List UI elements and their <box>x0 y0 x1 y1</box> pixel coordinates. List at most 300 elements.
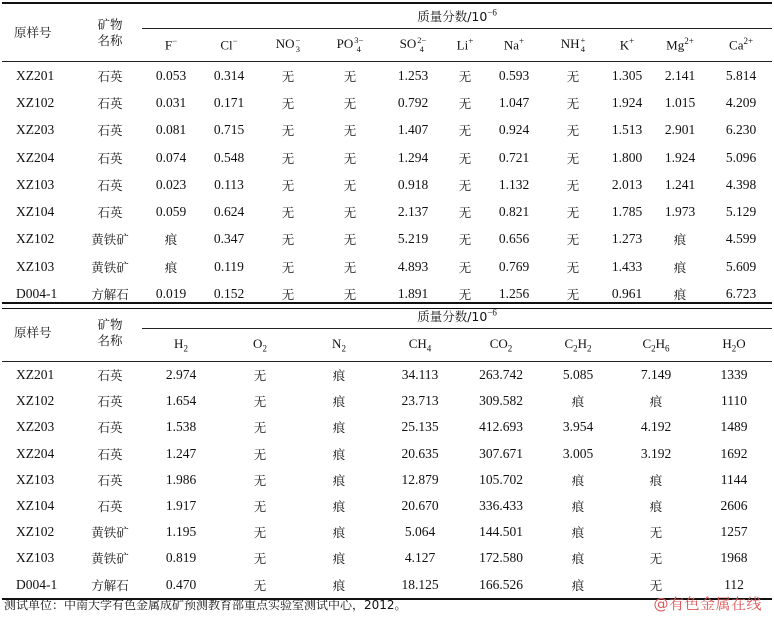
value-cell: 2.901 <box>664 122 696 138</box>
value-cell: 1.513 <box>611 122 643 138</box>
species-base: F <box>164 37 173 53</box>
value-cell: 5.609 <box>725 258 757 274</box>
value-cell: 3.005 <box>562 445 594 461</box>
value-cell: 痕 <box>571 394 585 410</box>
value-cell: 无 <box>253 394 267 410</box>
mineral-name: 石英 <box>97 368 123 384</box>
sample-id: XZ201 <box>16 367 55 383</box>
value-cell: 痕 <box>571 525 585 541</box>
species-subscript: 3 <box>295 44 300 54</box>
sample-id: XZ102 <box>16 524 55 540</box>
table-row <box>2 62 772 90</box>
value-cell: 1.538 <box>165 419 197 435</box>
value-cell: 无 <box>343 123 357 139</box>
value-cell: 无 <box>281 205 295 221</box>
value-cell: 5.096 <box>725 149 757 165</box>
value-cell: 痕 <box>164 259 178 275</box>
value-cell: 4.192 <box>640 419 672 435</box>
value-cell: 无 <box>458 205 472 221</box>
species-subscript: 4 <box>356 44 361 54</box>
value-cell: 0.721 <box>498 149 530 165</box>
species-base: K <box>619 37 630 53</box>
species-charge: + <box>519 36 525 47</box>
species-base: O <box>253 336 263 352</box>
value-cell: 1.253 <box>397 67 429 83</box>
value-cell: 412.693 <box>479 419 523 435</box>
value-cell: 无 <box>253 420 267 436</box>
value-cell: 无 <box>566 232 580 248</box>
species-header <box>462 329 540 362</box>
header-row-top <box>2 303 772 329</box>
value-cell: 痕 <box>332 368 346 384</box>
value-cell: 1.891 <box>382 280 444 308</box>
species-formula <box>457 36 474 53</box>
species-base-2: O <box>736 336 746 352</box>
value-cell: 痕 <box>332 446 346 462</box>
value-cell: 无 <box>458 95 472 111</box>
value-cell: 1.256 <box>486 280 542 308</box>
mineral-name: 石英 <box>97 177 123 193</box>
species-header <box>142 29 200 62</box>
species-base: Mg <box>666 37 685 53</box>
value-cell: 0.918 <box>397 176 429 192</box>
value-cell: 336.433 <box>479 498 523 514</box>
value-cell: 0.769 <box>498 258 530 274</box>
value-cell: 无 <box>343 232 357 248</box>
mineral-name: 黄铁矿 <box>91 232 129 248</box>
value-cell: 无 <box>253 551 267 567</box>
value-cell: 无 <box>458 123 472 139</box>
site-watermark: @有色金属在线 <box>653 595 762 613</box>
species-subscript-2: 6 <box>665 343 670 354</box>
species-subscript: 4 <box>426 343 432 354</box>
mineral-name: 石英 <box>97 472 123 488</box>
value-cell: 无 <box>343 177 357 193</box>
value-cell: 0.593 <box>498 67 530 83</box>
sample-header: 原样号 <box>2 303 78 362</box>
species-header <box>650 29 710 62</box>
value-cell: 1.785 <box>611 204 643 220</box>
value-cell: 无 <box>444 280 486 308</box>
species-base: SO <box>399 35 417 51</box>
value-cell: 无 <box>458 150 472 166</box>
value-cell: 1.047 <box>498 94 530 110</box>
species-subscript: 4 <box>580 44 585 54</box>
species-header <box>258 29 318 62</box>
mineral-name: 石英 <box>97 150 123 166</box>
value-cell: 无 <box>281 150 295 166</box>
value-cell: 无 <box>566 177 580 193</box>
species-base: Li <box>456 37 469 53</box>
value-cell: 1.924 <box>664 149 696 165</box>
species-formula <box>504 36 524 53</box>
value-cell: 263.742 <box>479 367 523 383</box>
sample-id: XZ201 <box>16 67 55 83</box>
value-cell: 痕 <box>649 394 663 410</box>
value-cell: 痕 <box>332 525 346 541</box>
value-cell: 0.961 <box>604 280 650 308</box>
sample-id: XZ103 <box>16 176 55 192</box>
species-formula <box>409 336 432 354</box>
value-cell: 无 <box>343 95 357 111</box>
value-cell: 2.137 <box>397 204 429 220</box>
species-formula <box>400 36 427 54</box>
species-charge: − <box>172 36 178 47</box>
sample-id: XZ103 <box>16 550 55 566</box>
mineral-name: 石英 <box>97 499 123 515</box>
value-cell: 痕 <box>571 472 585 488</box>
value-cell: 1.247 <box>165 445 197 461</box>
species-header <box>378 329 462 362</box>
value-cell: 0.821 <box>498 204 530 220</box>
value-cell: 0.074 <box>155 149 187 165</box>
species-base: CO <box>489 336 508 352</box>
value-cell: 无 <box>649 551 663 567</box>
species-header <box>542 29 604 62</box>
species-charge-stack <box>295 36 300 54</box>
value-cell: 0.031 <box>155 94 187 110</box>
value-cell: 0.059 <box>155 204 187 220</box>
species-formula <box>561 36 586 54</box>
value-cell: 1110 <box>721 393 748 409</box>
value-cell: 无 <box>566 68 580 84</box>
value-cell: 0.656 <box>498 231 530 247</box>
value-cell: 105.702 <box>479 471 523 487</box>
value-cell: 23.713 <box>401 393 439 409</box>
value-cell: 痕 <box>332 472 346 488</box>
species-base: Cl <box>220 37 233 53</box>
species-header <box>444 29 486 62</box>
table-row <box>2 198 772 225</box>
value-cell: 无 <box>253 368 267 384</box>
value-cell: 痕 <box>332 499 346 515</box>
value-cell: 1.195 <box>165 524 197 540</box>
table-row <box>2 414 772 440</box>
value-cell: 0.023 <box>155 176 187 192</box>
value-cell: 痕 <box>332 420 346 436</box>
value-cell: 0.792 <box>397 94 429 110</box>
value-cell: 无 <box>649 525 663 541</box>
value-cell: 2.974 <box>165 367 197 383</box>
value-cell: 5.085 <box>562 367 594 383</box>
species-charge: 2− <box>417 35 427 45</box>
value-cell: 痕 <box>649 499 663 515</box>
species-subscript: 2 <box>731 343 737 354</box>
species-header <box>200 29 258 62</box>
value-cell: 4.398 <box>725 176 757 192</box>
value-cell: 无 <box>458 232 472 248</box>
value-cell: 20.635 <box>401 445 439 461</box>
mass-fraction-exponent: −6 <box>487 7 497 18</box>
species-subscript: 4 <box>419 44 424 54</box>
value-cell: 1.917 <box>165 498 197 514</box>
value-cell: 25.135 <box>401 419 439 435</box>
species-charge-stack <box>417 36 426 54</box>
table-row <box>2 388 772 414</box>
species-base: CH <box>408 336 427 352</box>
species-formula <box>620 36 634 53</box>
sample-id: XZ203 <box>16 419 55 435</box>
species-formula <box>490 336 513 354</box>
test-unit-note: 测试单位：中南大学有色金属成矿预测教育部重点实验室测试中心，2012。 <box>4 598 407 612</box>
species-formula <box>642 336 669 354</box>
species-header <box>382 29 444 62</box>
species-header <box>486 29 542 62</box>
sample-header: 原样号 <box>2 3 78 62</box>
value-cell: 无 <box>281 123 295 139</box>
value-cell: 无 <box>253 446 267 462</box>
value-cell: 1.305 <box>611 67 643 83</box>
species-charge: + <box>580 35 586 45</box>
value-cell: 痕 <box>650 280 710 308</box>
value-cell: 0.470 <box>142 572 220 599</box>
value-cell: 309.582 <box>479 393 523 409</box>
value-cell: 痕 <box>571 499 585 515</box>
species-base: N <box>332 336 342 352</box>
species-header <box>142 329 220 362</box>
value-cell: 1.654 <box>165 393 197 409</box>
mass-fraction-header <box>142 303 772 329</box>
species-header <box>616 329 696 362</box>
value-cell: 无 <box>616 572 696 599</box>
value-cell: 1.015 <box>664 94 696 110</box>
species-formula <box>722 336 745 354</box>
table-row <box>2 89 772 116</box>
species-base-2: H <box>655 336 666 352</box>
value-cell: 无 <box>258 280 318 308</box>
value-cell: 0.171 <box>213 94 245 110</box>
value-cell: 12.879 <box>401 471 439 487</box>
species-base: Ca <box>729 37 744 53</box>
value-cell: 无 <box>343 68 357 84</box>
value-cell: 0.152 <box>200 280 258 308</box>
value-cell: 0.715 <box>213 122 245 138</box>
value-cell: 18.125 <box>378 572 462 599</box>
value-cell: 5.064 <box>404 524 436 540</box>
value-cell: 112 <box>696 572 772 599</box>
sample-id: XZ102 <box>16 94 55 110</box>
table-row <box>2 519 772 545</box>
mineral-name: 石英 <box>97 95 123 111</box>
value-cell: 无 <box>566 150 580 166</box>
value-cell: 无 <box>281 232 295 248</box>
value-cell: 痕 <box>571 551 585 567</box>
mineral-name: 石英 <box>97 420 123 436</box>
species-charge: + <box>468 36 474 47</box>
species-charge: + <box>629 36 635 47</box>
mineral-name: 石英 <box>97 394 123 410</box>
sample-id: XZ103 <box>16 258 55 274</box>
value-cell: 1692 <box>720 445 748 461</box>
mass-fraction-label: 质量分数/10 <box>417 309 488 324</box>
value-cell: 1.800 <box>611 149 643 165</box>
value-cell: 6.723 <box>710 280 772 308</box>
species-base: NO <box>275 35 295 51</box>
value-cell: 无 <box>542 280 604 308</box>
value-cell: 0.113 <box>214 176 244 192</box>
value-cell: 2606 <box>720 498 748 514</box>
species-charge: − <box>295 35 301 45</box>
value-cell: 痕 <box>332 551 346 567</box>
value-cell: 1339 <box>720 367 748 383</box>
header-row-top <box>2 3 772 29</box>
value-cell: 307.671 <box>479 445 523 461</box>
table-row <box>2 253 772 280</box>
species-charge-stack <box>580 36 585 54</box>
value-cell: 0.019 <box>142 280 200 308</box>
species-header <box>696 329 772 362</box>
mineral-header: 矿物 名称 <box>78 303 142 362</box>
mass-fraction-label: 质量分数/10 <box>417 9 488 24</box>
sample-id: D004-1 <box>2 280 78 308</box>
mineral-name: 方解石 <box>78 572 142 599</box>
value-cell: 1.433 <box>611 258 643 274</box>
gas-composition-table <box>2 302 772 600</box>
value-cell: 0.624 <box>213 204 245 220</box>
sample-id: XZ102 <box>16 393 55 409</box>
species-charge: 2+ <box>684 36 694 47</box>
value-cell: 无 <box>566 205 580 221</box>
value-cell: 无 <box>458 259 472 275</box>
sample-id: XZ203 <box>16 122 55 138</box>
value-cell: 无 <box>458 68 472 84</box>
species-base: H <box>174 336 184 352</box>
value-cell: 1968 <box>720 550 748 566</box>
value-cell: 0.347 <box>213 231 245 247</box>
species-base: PO <box>336 35 354 51</box>
value-cell: 3.954 <box>562 419 594 435</box>
mineral-name: 石英 <box>97 205 123 221</box>
table-row <box>2 117 772 144</box>
value-cell: 无 <box>566 123 580 139</box>
species-subscript: 2 <box>651 343 656 354</box>
table-row <box>2 226 772 253</box>
mineral-name: 黄铁矿 <box>91 259 129 275</box>
value-cell: 无 <box>566 95 580 111</box>
value-cell: 无 <box>281 259 295 275</box>
species-formula <box>337 36 364 54</box>
value-cell: 无 <box>253 472 267 488</box>
value-cell: 无 <box>281 95 295 111</box>
value-cell: 1144 <box>720 471 748 487</box>
value-cell: 4.599 <box>725 231 757 247</box>
mineral-header: 矿物 名称 <box>78 3 142 62</box>
species-subscript: 2 <box>183 343 188 354</box>
value-cell: 痕 <box>673 232 687 248</box>
value-cell: 1.241 <box>664 176 696 192</box>
species-charge: 3− <box>354 35 364 45</box>
value-cell: 0.053 <box>155 67 187 83</box>
species-subscript: 2 <box>341 343 346 354</box>
value-cell: 4.893 <box>397 258 429 274</box>
table-row <box>2 362 772 389</box>
species-charge: − <box>232 36 238 47</box>
species-subscript: 2 <box>262 343 267 354</box>
mineral-name: 方解石 <box>78 280 142 308</box>
value-cell: 痕 <box>540 572 616 599</box>
value-cell: 1.407 <box>397 122 429 138</box>
sample-id: XZ104 <box>16 498 55 514</box>
value-cell: 5.814 <box>725 67 757 83</box>
species-formula <box>332 336 346 354</box>
value-cell: 痕 <box>673 259 687 275</box>
species-formula <box>276 36 301 54</box>
value-cell: 2.141 <box>664 67 696 83</box>
value-cell: 无 <box>253 499 267 515</box>
species-formula <box>165 36 177 53</box>
value-cell: 无 <box>253 525 267 541</box>
value-cell: 1.924 <box>611 94 643 110</box>
value-cell: 无 <box>281 177 295 193</box>
ion-composition-table <box>2 2 772 309</box>
value-cell: 0.548 <box>213 149 245 165</box>
species-charge: 2+ <box>743 36 754 47</box>
value-cell: 1257 <box>720 524 748 540</box>
mass-fraction-header <box>142 3 772 29</box>
species-header <box>540 329 616 362</box>
value-cell: 0.924 <box>498 122 530 138</box>
value-cell: 4.209 <box>725 94 757 110</box>
species-header <box>318 29 382 62</box>
species-subscript-2: 2 <box>587 343 592 354</box>
mineral-name: 石英 <box>97 123 123 139</box>
value-cell: 1.132 <box>498 176 530 192</box>
species-header <box>710 29 772 62</box>
species-formula <box>253 336 267 354</box>
mineral-name: 石英 <box>97 68 123 84</box>
value-cell: 5.219 <box>397 231 429 247</box>
value-cell: 34.113 <box>401 367 439 383</box>
sample-id: XZ104 <box>16 204 55 220</box>
value-cell: 无 <box>220 572 300 599</box>
value-cell: 2.013 <box>611 176 643 192</box>
species-base: NH <box>560 35 580 51</box>
mineral-name: 石英 <box>97 446 123 462</box>
value-cell: 无 <box>318 280 382 308</box>
species-formula <box>729 36 753 53</box>
species-base: Na <box>503 37 520 53</box>
value-cell: 无 <box>343 205 357 221</box>
value-cell: 4.127 <box>404 550 436 566</box>
table-row <box>2 144 772 171</box>
sample-id: D004-1 <box>2 572 78 599</box>
value-cell: 无 <box>343 259 357 275</box>
species-subscript: 2 <box>573 343 578 354</box>
species-formula <box>666 36 694 53</box>
species-base: C <box>564 336 574 352</box>
table-row <box>2 493 772 519</box>
value-cell: 5.129 <box>725 204 757 220</box>
species-base-2: H <box>577 336 588 352</box>
value-cell: 172.580 <box>479 550 523 566</box>
species-header <box>300 329 378 362</box>
value-cell: 1.973 <box>664 204 696 220</box>
value-cell: 7.149 <box>640 367 672 383</box>
species-formula <box>174 336 188 354</box>
sample-id: XZ204 <box>16 149 55 165</box>
value-cell: 无 <box>458 177 472 193</box>
value-cell: 3.192 <box>640 445 672 461</box>
value-cell: 无 <box>566 259 580 275</box>
species-formula <box>564 336 591 354</box>
species-base: C <box>642 336 652 352</box>
value-cell: 1.986 <box>165 471 197 487</box>
sample-id: XZ103 <box>16 471 55 487</box>
value-cell: 0.314 <box>213 67 245 83</box>
table-row <box>2 171 772 198</box>
value-cell: 0.119 <box>214 258 244 274</box>
table-row <box>2 467 772 493</box>
